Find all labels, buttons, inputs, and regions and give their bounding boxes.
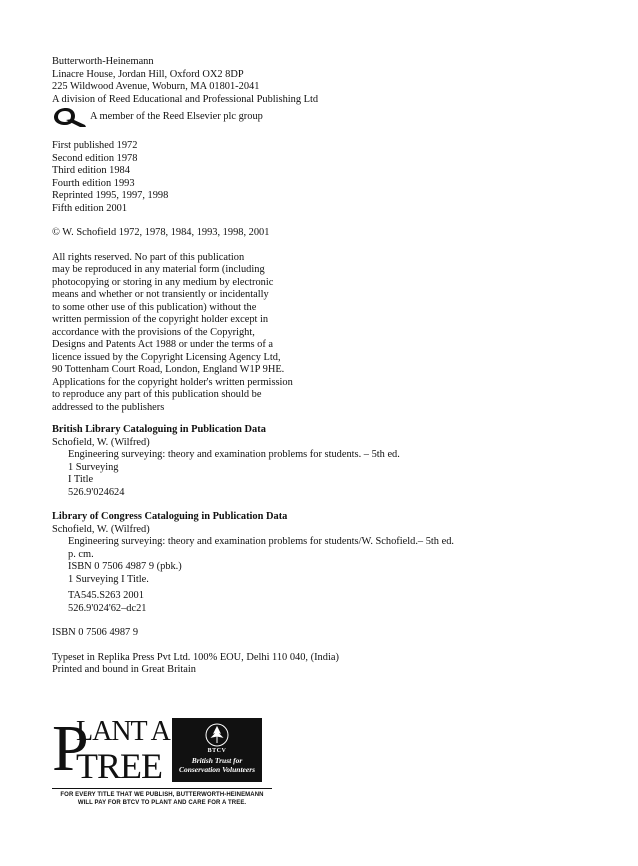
plant-word-1: LANT A	[76, 716, 170, 747]
rights-line: Designs and Patents Act 1988 or under the terms of a	[52, 339, 274, 350]
footer-line-1: FOR EVERY TITLE THAT WE PUBLISH, BUTTERWORTH-HEINEMANN	[60, 792, 264, 798]
btcv-line-2: Conservation Volunteers	[178, 765, 256, 774]
edition-history	[52, 140, 612, 215]
rights-line: licence issued by the Copyright Licensing Agency Ltd,	[52, 351, 281, 363]
bl-author: Schofield, W. (Wilfred)	[52, 436, 150, 448]
plant-a-tree-wordmark	[52, 712, 170, 786]
bl-heading: British Library Cataloguing in Publication Data	[52, 424, 266, 435]
publisher-division: A division of Reed Educational and Professional Publishing Ltd	[52, 93, 319, 105]
edition-line: Reprinted 1995, 1997, 1998	[52, 190, 169, 201]
loc-title: Engineering surveying: theory and examination problems for students/W. Schofield.– 5th ed.	[68, 536, 455, 547]
loc-dewey: 526.9'024'62–dc21	[68, 602, 147, 614]
plant-a-tree-logo	[52, 712, 272, 810]
plant-initial: P	[52, 712, 87, 785]
rights-line: Applications for the copyright holder's written permission	[52, 376, 293, 388]
library-of-congress-cip	[52, 511, 612, 615]
edition-line: Fifth edition 2001	[52, 202, 128, 214]
rights-line: 90 Tottenham Court Road, London, England W1P 9HE.	[52, 364, 285, 375]
rights-statement	[52, 252, 612, 415]
member-text: A member of the Reed Elsevier plc group	[90, 110, 263, 122]
loc-author: Schofield, W. (Wilfred)	[52, 523, 150, 535]
publisher-name: Butterworth-Heinemann	[52, 56, 154, 67]
bl-title: Engineering surveying: theory and examination problems for students. – 5th ed.	[68, 449, 400, 460]
rights-line: means and whether or not transiently or incidentally	[52, 289, 269, 300]
rights-line: accordance with the provisions of the Copyright,	[52, 326, 255, 338]
footer-line-2: WILL PAY FOR BTCV TO PLANT AND CARE FOR A TREE.	[77, 800, 247, 806]
loc-pages: p. cm.	[68, 548, 94, 560]
typeset-line: Typeset in Replika Press Pvt Ltd. 100% EOU, Delhi 110 040, (India)	[52, 651, 339, 663]
copyright-page	[52, 56, 612, 677]
copyright-notice: © W. Schofield 1972, 1978, 1984, 1993, 1998, 2001	[52, 227, 270, 238]
publisher-address-1: Linacre House, Jordan Hill, Oxford OX2 8DP	[52, 68, 244, 80]
loc-subjects: 1 Surveying I Title.	[68, 573, 149, 585]
btcv-abbr: BTCV	[207, 748, 227, 754]
reed-elsevier-logo-icon	[52, 106, 88, 128]
btcv-badge	[172, 718, 262, 782]
plant-a-tree-footer	[52, 788, 272, 807]
edition-line: First published 1972	[52, 140, 138, 151]
bl-subject: 1 Surveying	[68, 461, 119, 473]
loc-heading: Library of Congress Cataloguing in Publication Data	[52, 511, 288, 522]
isbn: ISBN 0 7506 4987 9	[52, 627, 139, 638]
loc-isbn: ISBN 0 7506 4987 9 (pbk.)	[68, 561, 182, 572]
edition-line: Fourth edition 1993	[52, 177, 135, 189]
rights-line: All rights reserved. No part of this publication	[52, 251, 245, 263]
edition-line: Second edition 1978	[52, 152, 138, 164]
rights-line: to reproduce any part of this publication should be	[52, 389, 262, 400]
rights-line: addressed to the publishers	[52, 401, 165, 413]
printed-line: Printed and bound in Great Britain	[52, 664, 196, 675]
bl-title-entry: I Title	[68, 474, 94, 485]
bl-classification: 526.9'024624	[68, 486, 125, 498]
plant-word-2: TREE	[76, 746, 162, 786]
rights-line: written permission of the copyright holder except in	[52, 314, 269, 325]
btcv-line-1: British Trust for	[191, 756, 243, 765]
tree-leaf-icon	[204, 722, 230, 748]
british-library-cip	[52, 424, 612, 499]
rights-line: photocopying or storing in any medium by electronic	[52, 276, 274, 288]
loc-call-number: TA545.S263 2001	[68, 590, 144, 601]
publisher-address-2: 225 Wildwood Avenue, Woburn, MA 01801-2041	[52, 81, 260, 92]
rights-line: may be reproduced in any material form (including	[52, 264, 265, 275]
rights-line: to some other use of this publication) without the	[52, 301, 257, 313]
elsevier-member-line	[52, 106, 612, 128]
edition-line: Third edition 1984	[52, 165, 130, 176]
